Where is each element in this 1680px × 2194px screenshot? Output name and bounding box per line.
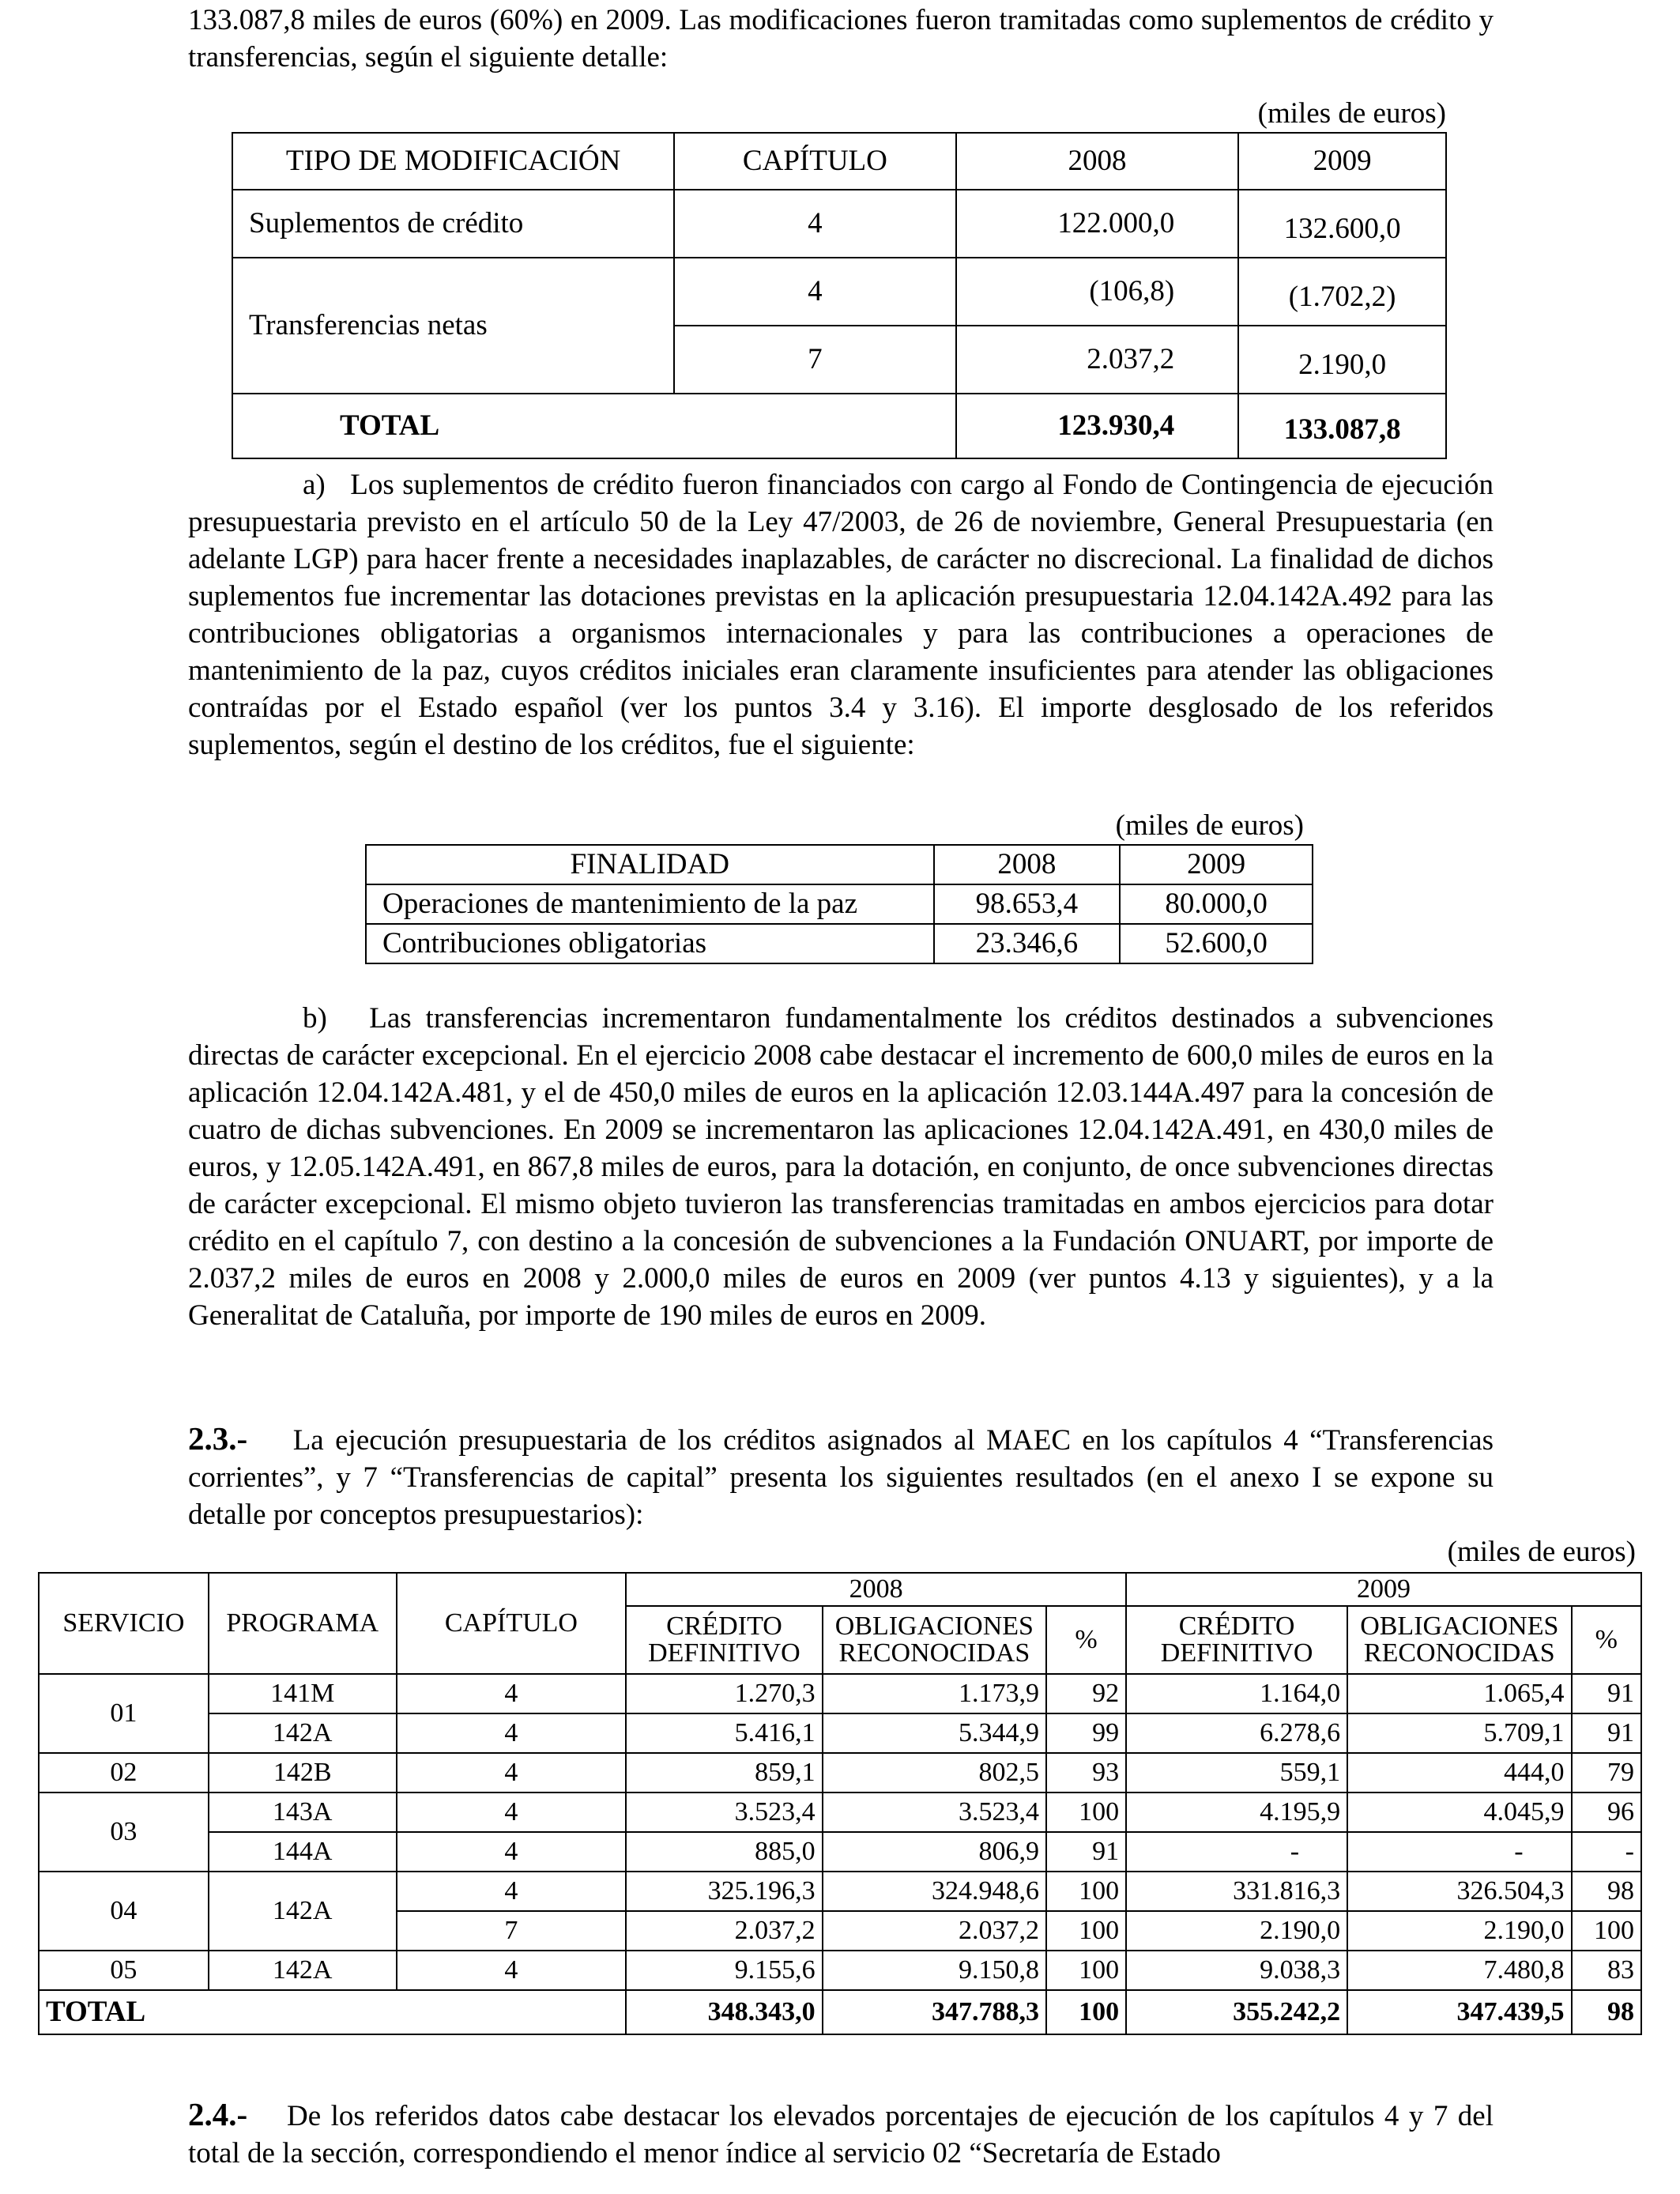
cell-2009: 2.190,0 [1238,326,1446,394]
cell-pct-2009: - [1572,1832,1641,1872]
cell-pct-2008: 100 [1046,1872,1126,1911]
header-year-2008: 2008 [626,1573,1126,1606]
header-pct-2008: % [1046,1606,1126,1674]
header-oblig-line2: RECONOCIDAS [1363,1638,1555,1668]
cell-capitulo: 4 [397,1713,627,1753]
cell-programa: 141M [209,1674,397,1713]
header-2008: 2008 [956,133,1239,190]
table-row [39,1793,1641,1832]
header-oblig-line1: OBLIGACIONES [1360,1612,1559,1641]
header-obligaciones-2008 [823,1606,1046,1674]
cell-capitulo: 4 [397,1951,627,1990]
cell-servicio: 03 [39,1793,209,1872]
cell-obligaciones-2008: 806,9 [823,1832,1046,1872]
cell-obligaciones-2008: 3.523,4 [823,1793,1046,1832]
table-row [39,1872,1641,1911]
total-obligaciones-2009: 347.439,5 [1347,1990,1571,2034]
cell-obligaciones-2009: 4.045,9 [1347,1793,1571,1832]
header-credito-2008 [626,1606,822,1674]
cell-credito-2009: 1.164,0 [1126,1674,1347,1713]
cell-programa: 142B [209,1753,397,1793]
execution-table [38,1572,1642,2035]
cell-programa: 142A [209,1951,397,1990]
header-tipo: TIPO DE MODIFICACIÓN [232,133,674,190]
cell-pct-2009: 91 [1572,1713,1641,1753]
header-programa: PROGRAMA [209,1573,397,1674]
cell-2009: 132.600,0 [1238,190,1446,258]
cell-pct-2008: 92 [1046,1674,1126,1713]
cell-obligaciones-2009: 7.480,8 [1347,1951,1571,1990]
header-credito-line1: CRÉDITO [666,1612,782,1641]
cell-capitulo: 4 [397,1753,627,1793]
total-label: TOTAL [232,394,956,458]
header-2009: 2009 [1238,133,1446,190]
header-capitulo: CAPÍTULO [674,133,956,190]
cell-pct-2009: 91 [1572,1674,1641,1713]
section-2-3 [188,1420,1494,1533]
table-row [366,884,1313,924]
cell-obligaciones-2008: 324.948,6 [823,1872,1046,1911]
cell-pct-2008: 100 [1046,1911,1126,1951]
table1-unit-label: (miles de euros) [1257,97,1446,130]
header-capitulo: CAPÍTULO [397,1573,627,1674]
cell-programa: 142A [209,1872,397,1951]
cell-2008: 23.346,6 [934,924,1121,963]
table-header-row [232,133,1446,190]
cell-credito-2008: 9.155,6 [626,1951,822,1990]
cell-obligaciones-2009: 326.504,3 [1347,1872,1571,1911]
cell-obligaciones-2009: - [1347,1832,1571,1872]
table3-unit-label: (miles de euros) [1447,1536,1636,1568]
cell-pct-2009: 98 [1572,1872,1641,1911]
cell-pct-2009: 96 [1572,1793,1641,1832]
cell-credito-2008: 5.416,1 [626,1713,822,1753]
paragraph-a: a) Los suplementos de crédito fueron financiados con cargo al Fondo de Contingencia de ejecución presupuestaria previsto en el artículo 50 de la Ley 47/2003, de 26 de noviembre, General Presupuestaria (en adelante LGP) para hacer frente a necesidades inaplazables, de carácter no discrecional. La finalidad de dichos suplementos fue incrementar las dotaciones previstas en la aplicación presupuestaria 12.04.142A.492 para las contribuciones obligatorias a organismos internacionales y para las contribuciones a operaciones de mantenimiento de la paz, cuyos créditos iniciales eran claramente insuficientes para atender las obligaciones contraídas por el Estado español (ver los puntos 3.4 y 3.16). El importe desglosado de los referidos suplementos, según el destino de los créditos, fue el siguiente: [188,469,1494,761]
section-spacer [247,2100,287,2132]
table-row [366,924,1313,963]
paragraph-b: b) Las transferencias incrementaron fundamentalmente los créditos destinados a subvenciones directas de carácter excepcional. En el ejercicio 2008 cabe destacar el incremento de 600,0 miles de euros en la aplicación 12.04.142A.481, y el de 450,0 miles de euros en la aplicación 12.03.144A.497 para la concesión de cuatro de dichas subvenciones. En 2009 se incrementaron las aplicaciones 12.04.142A.491, en 430,0 miles de euros, y 12.05.142A.491, en 867,8 miles de euros, para la dotación, en conjunto, de once subvenciones directas de carácter excepcional. El mismo objeto tuvieron las transferencias tramitadas en ambos ejercicios para dotar crédito en el capítulo 7, con destino a la concesión de subvenciones a la Fundación ONUART, por importe de 2.037,2 miles de euros en 2008 y 2.000,0 miles de euros en 2009 (ver puntos 4.13 y siguientes), y a la Generalitat de Cataluña, por importe de 190 miles de euros en 2009. [188,1002,1494,1332]
header-servicio: SERVICIO [39,1573,209,1674]
cell-pct-2008: 99 [1046,1713,1126,1753]
cell-servicio: 05 [39,1951,209,1990]
cell-credito-2009: 9.038,3 [1126,1951,1347,1990]
cell-pct-2008: 91 [1046,1832,1126,1872]
cell-2008: 2.037,2 [956,326,1239,394]
cell-obligaciones-2009: 2.190,0 [1347,1911,1571,1951]
table-row [232,190,1446,258]
cell-credito-2009: 6.278,6 [1126,1713,1347,1753]
cell-pct-2008: 100 [1046,1951,1126,1990]
cell-pct-2008: 100 [1046,1793,1126,1832]
header-credito-line2: DEFINITIVO [1160,1638,1313,1668]
cell-credito-2008: 325.196,3 [626,1872,822,1911]
cell-pct-2009: 100 [1572,1911,1641,1951]
cell-finalidad: Contribuciones obligatorias [366,924,934,963]
section-text: La ejecución presupuestaria de los créditos asignados al MAEC en los capítulos 4 “Transferencias corrientes”, y 7 “Transferencias de capital” presenta los siguientes resultados (en el anexo I se expone su detalle por conceptos presupuestarios): [188,1424,1494,1531]
table-row [39,1832,1641,1872]
table-header-row [39,1573,1641,1606]
cell-tipo: Transferencias netas [232,258,674,394]
cell-credito-2009: 331.816,3 [1126,1872,1347,1911]
cell-capitulo: 4 [674,258,956,326]
cell-credito-2009: 2.190,0 [1126,1911,1347,1951]
cell-programa: 143A [209,1793,397,1832]
cell-credito-2008: 859,1 [626,1753,822,1793]
cell-finalidad: Operaciones de mantenimiento de la paz [366,884,934,924]
cell-capitulo: 4 [397,1793,627,1832]
cell-servicio: 01 [39,1674,209,1753]
cell-obligaciones-2008: 1.173,9 [823,1674,1046,1713]
header-2008: 2008 [934,845,1121,884]
cell-2009: (1.702,2) [1238,258,1446,326]
finalidad-table [365,844,1313,964]
header-credito-line1: CRÉDITO [1178,1612,1295,1641]
cell-obligaciones-2008: 9.150,8 [823,1951,1046,1990]
table-row [39,1674,1641,1713]
header-credito-line2: DEFINITIVO [648,1638,800,1668]
cell-capitulo: 4 [397,1674,627,1713]
total-credito-2009: 355.242,2 [1126,1990,1347,2034]
cell-2008: 122.000,0 [956,190,1239,258]
header-finalidad: FINALIDAD [366,845,934,884]
cell-obligaciones-2009: 1.065,4 [1347,1674,1571,1713]
header-oblig-line1: OBLIGACIONES [834,1612,1034,1641]
cell-capitulo: 4 [674,190,956,258]
cell-credito-2009: 559,1 [1126,1753,1347,1793]
cell-2009: 52.600,0 [1120,924,1313,963]
total-pct-2009: 98 [1572,1990,1641,2034]
cell-programa: 142A [209,1713,397,1753]
modifications-table [232,132,1447,459]
cell-obligaciones-2008: 5.344,9 [823,1713,1046,1753]
cell-obligaciones-2009: 5.709,1 [1347,1713,1571,1753]
table-row [39,1753,1641,1793]
header-pct-2009: % [1572,1606,1641,1674]
cell-pct-2008: 93 [1046,1753,1126,1793]
total-pct-2008: 100 [1046,1990,1126,2034]
section-2-4 [188,2096,1494,2172]
cell-credito-2008: 1.270,3 [626,1674,822,1713]
header-year-2009: 2009 [1126,1573,1641,1606]
cell-servicio: 04 [39,1872,209,1951]
cell-credito-2009: - [1126,1832,1347,1872]
cell-servicio: 02 [39,1753,209,1793]
cell-2008: (106,8) [956,258,1239,326]
cell-credito-2008: 885,0 [626,1832,822,1872]
cell-capitulo: 7 [397,1911,627,1951]
table2-unit-label: (miles de euros) [1115,809,1304,842]
table-row [39,1713,1641,1753]
cell-credito-2009: 4.195,9 [1126,1793,1347,1832]
section-spacer [247,1424,293,1457]
cell-credito-2008: 3.523,4 [626,1793,822,1832]
section-number: 2.4.- [188,2096,248,2132]
cell-pct-2009: 83 [1572,1951,1641,1990]
total-2009: 133.087,8 [1238,394,1446,458]
cell-obligaciones-2008: 2.037,2 [823,1911,1046,1951]
cell-pct-2009: 79 [1572,1753,1641,1793]
total-obligaciones-2008: 347.788,3 [823,1990,1046,2034]
cell-capitulo: 4 [397,1832,627,1872]
total-label: TOTAL [39,1990,626,2034]
cell-tipo: Suplementos de crédito [232,190,674,258]
cell-2008: 98.653,4 [934,884,1121,924]
total-credito-2008: 348.343,0 [626,1990,822,2034]
table-header-row [366,845,1313,884]
cell-credito-2008: 2.037,2 [626,1911,822,1951]
header-2009: 2009 [1120,845,1313,884]
total-2008: 123.930,4 [956,394,1239,458]
header-obligaciones-2009 [1347,1606,1571,1674]
header-credito-2009 [1126,1606,1347,1674]
table-row [39,1951,1641,1990]
table-row [232,258,1446,326]
section-text: De los referidos datos cabe destacar los elevados porcentajes de ejecución de los capítulos 4 y 7 del total de la sección, correspondiendo el menor índice al servicio 02 “Secretaría de Estado [188,2100,1494,2169]
cell-capitulo: 4 [397,1872,627,1911]
table-total-row [232,394,1446,458]
cell-capitulo: 7 [674,326,956,394]
section-number: 2.3.- [188,1420,248,1457]
cell-2009: 80.000,0 [1120,884,1313,924]
intro-paragraph: 133.087,8 miles de euros (60%) en 2009. Las modificaciones fueron tramitadas como suplementos de crédito y transferencias, según el siguiente detalle: [188,4,1494,74]
cell-obligaciones-2009: 444,0 [1347,1753,1571,1793]
table-total-row [39,1990,1641,2034]
cell-programa: 144A [209,1832,397,1872]
cell-obligaciones-2008: 802,5 [823,1753,1046,1793]
header-oblig-line2: RECONOCIDAS [838,1638,1030,1668]
